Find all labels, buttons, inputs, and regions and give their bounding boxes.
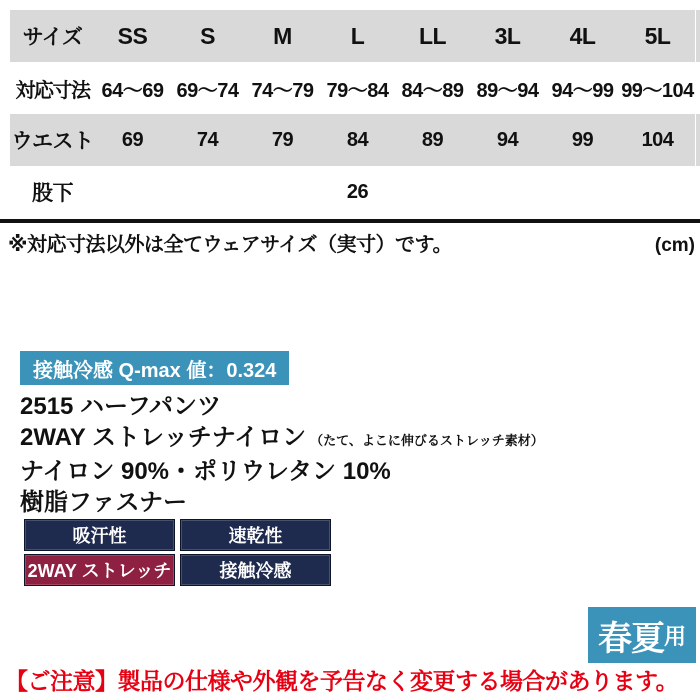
- waist-row: [10, 114, 695, 166]
- size-col-3l: 3L: [494, 22, 521, 49]
- footnote-row: [8, 228, 695, 257]
- waist-value: 104: [641, 128, 674, 151]
- product-material: [20, 422, 680, 456]
- waist-value: 99: [571, 128, 594, 151]
- feature-badge-sweat-absorbing: 吸汗性: [24, 519, 175, 551]
- table-edge-fragment: [696, 114, 700, 166]
- material-note: （たて、よこに伸びるストレッチ素材）: [310, 433, 544, 448]
- fit-range-value: 74～79: [251, 79, 314, 102]
- fit-range-label: 対応寸法: [15, 79, 90, 102]
- table-edge-fragment: [696, 10, 700, 62]
- waist-label: ウエスト: [11, 130, 94, 153]
- waist-value: 89: [421, 128, 444, 151]
- waist-value: 84: [346, 128, 369, 151]
- waist-value: 94: [496, 128, 519, 151]
- size-header-row: [10, 10, 695, 62]
- fit-range-row: [10, 62, 695, 114]
- size-footnote: ※対応寸法以外は全てウェアサイズ（実寸）です。: [8, 234, 452, 256]
- inseam-value: 26: [346, 180, 369, 203]
- unit-label: (cm): [654, 235, 695, 256]
- caution-text: 【ご注意】製品の仕様や外観を予告なく変更する場合があります。: [5, 668, 679, 694]
- waist-value: 79: [271, 128, 294, 151]
- divider-line: [0, 219, 700, 223]
- size-col-ss: SS: [117, 22, 148, 49]
- size-col-ll: LL: [418, 22, 447, 49]
- size-col-4l: 4L: [569, 22, 596, 49]
- feature-badges: [24, 519, 331, 586]
- season-badge-suffix: 用: [663, 623, 686, 649]
- fit-range-value: 84～89: [401, 79, 464, 102]
- qmax-badge: 接触冷感 Q-max 値：0.324: [20, 351, 289, 385]
- fit-range-value: 69～74: [176, 79, 239, 102]
- season-badge: [588, 607, 696, 663]
- material-title: 2WAY ストレッチナイロン: [20, 424, 307, 451]
- inseam-label: 股下: [32, 182, 73, 205]
- product-description: [20, 391, 680, 518]
- size-col-l: L: [350, 22, 365, 49]
- fit-range-value: 99～104: [621, 79, 694, 102]
- size-col-m: M: [273, 22, 292, 49]
- season-badge-main: 春夏: [597, 619, 664, 658]
- size-table: [10, 10, 695, 218]
- size-col-5l: 5L: [644, 22, 671, 49]
- product-fastener: 樹脂ファスナー: [20, 489, 188, 516]
- feature-badge-2way-stretch: 2WAY ストレッチ: [24, 554, 175, 586]
- waist-value: 74: [196, 128, 219, 151]
- fit-range-value: 79～84: [326, 79, 389, 102]
- fit-range-value: 94～99: [551, 79, 614, 102]
- size-col-s: S: [200, 22, 215, 49]
- product-model: 2515 ハーフパンツ: [20, 393, 221, 420]
- feature-badge-quick-drying: 速乾性: [180, 519, 331, 551]
- inseam-row: [10, 166, 695, 218]
- fit-range-value: 64～69: [101, 79, 164, 102]
- product-composition: ナイロン 90%・ポリウレタン 10%: [20, 458, 391, 485]
- waist-value: 69: [121, 128, 144, 151]
- size-header-label: サイズ: [22, 26, 83, 49]
- feature-badge-cool-touch: 接触冷感: [180, 554, 331, 586]
- fit-range-value: 89～94: [476, 79, 539, 102]
